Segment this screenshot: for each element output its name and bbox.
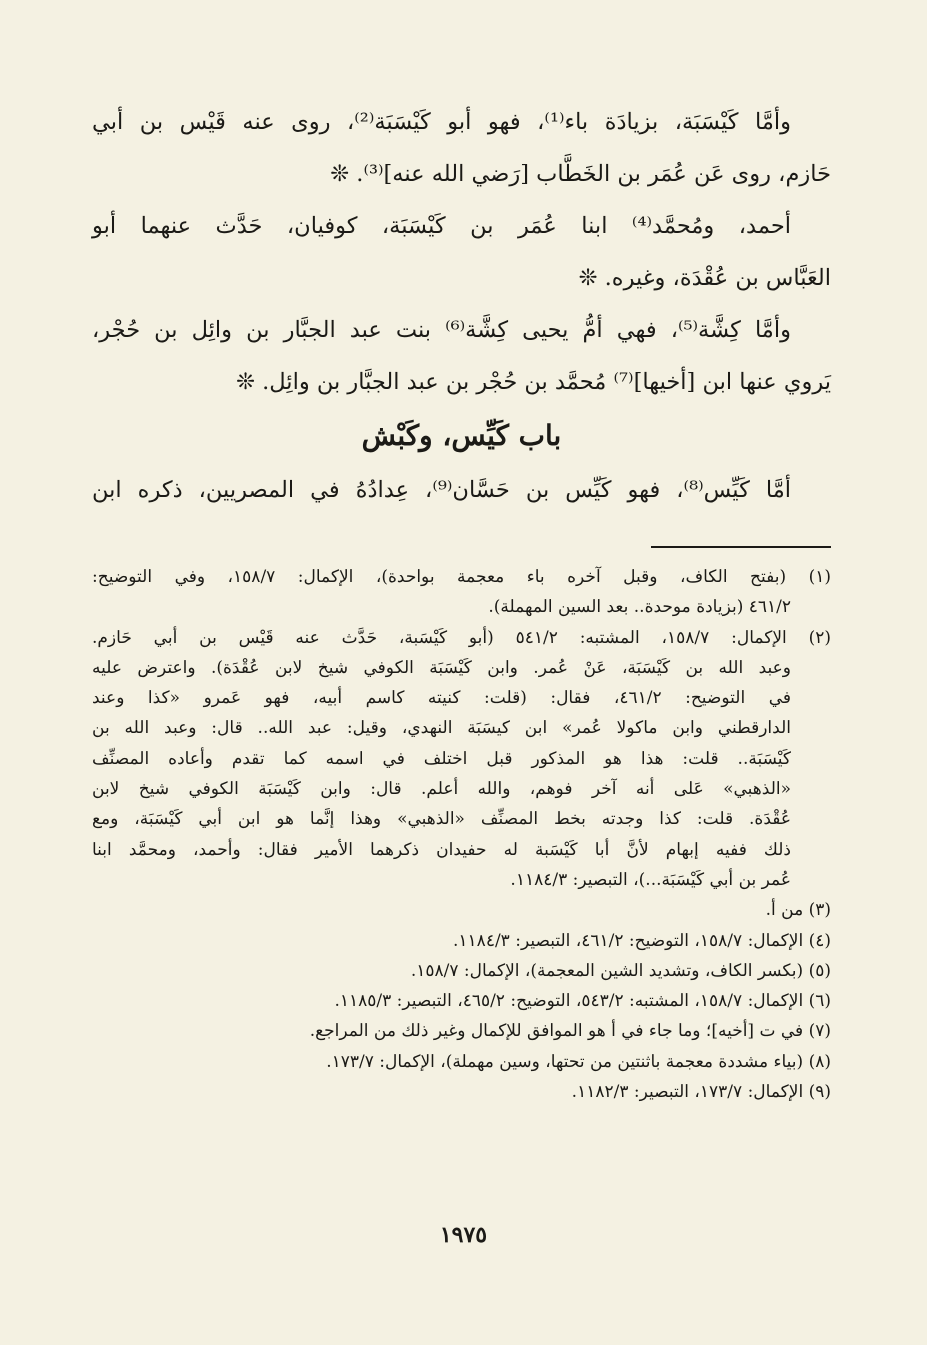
footnote-line: عُقْدَة. قلت: كذا وجدته بخط المصنِّف «الذهبي» وهذا إنَّما هو ابن أبي كَيْسَبَة، ومع xyxy=(92,809,791,830)
page-number: ١٩٧٥ xyxy=(439,1222,488,1248)
section-heading: باب كَيِّس، وكَبْش xyxy=(361,419,562,452)
body-line-5: وأمَّا كِشَّة⁽⁵⁾، فهي أمُّ يحيى كِشَّة⁽⁶⁾ بنت عبد الجبَّار بن وائِل بن حُجْر، xyxy=(92,317,791,343)
footnote-line: (٧) في ت [أخيه]؛ وما جاء في أ هو الموافق للإكمال وغير ذلك من المراجع. xyxy=(309,1021,831,1042)
body-line-3: أحمد، ومُحمَّد⁽⁴⁾ ابنا عُمَر بن كَيْسَبَة، كوفيان، حَدَّث عنهما أبو xyxy=(92,213,791,239)
footnote-divider xyxy=(651,546,831,548)
main-text-block xyxy=(92,96,831,516)
footnote-line: ذلك ففيه إبهام لأنَّ أبا كَيْسَبة له حفيدان ذكرهما الأمير فقال: وأحمد، ومحمَّد ابنا xyxy=(92,839,791,860)
footnote-line: (٤) الإكمال: ١٥٨/٧، التوضيح: ٤٦١/٢، التبصير: ١١٨٤/٣. xyxy=(453,930,831,951)
body-line-1: وأمَّا كَيْسَبَة، بزيادَة باء⁽¹⁾، فهو أبو كَيْسَبَة⁽²⁾، روى عنه قَيْس بن أبي xyxy=(92,109,791,135)
footnote-line: (٦) الإكمال: ١٥٨/٧، المشتبه: ٥٤٣/٢، التوضيح: ٤٦٥/٢، التبصير: ١١٨٥/٣. xyxy=(334,991,831,1012)
body-line-7: أمَّا كَيِّس⁽⁸⁾، فهو كَيِّس بن حَسَّان⁽⁹⁾، عِدادُهُ في المصريين، ذكره ابن xyxy=(92,477,792,503)
body-line-2: حَازم، روى عَن عُمَر بن الخَطَّاب [رَضي الله عنه]⁽³⁾. ❊ xyxy=(330,161,831,187)
footnote-line: (٩) الإكمال: ١٧٣/٧، التبصير: ١١٨٢/٣. xyxy=(571,1082,831,1103)
footnote-line: كَيْسَبَة.. قلت: هذا هو المذكور قبل اختلف في اسمه كما تقدم وأعاده المصنِّف xyxy=(92,748,791,769)
footnote-line: (٨) (بياء مشددة معجمة باثنتين من تحتها، وسين مهملة)، الإكمال: ١٧٣/٧. xyxy=(326,1051,831,1072)
footnote-line: الدارقطني وابن ماكولا عُمر» ابن كيسَبَة النهدي، وقيل: عبد الله.. قال: وعبد الله بن xyxy=(92,718,791,739)
body-line-6: يَروي عنها ابن [أخيها]⁽⁷⁾ مُحمَّد بن حُجْر بن عبد الجبَّار بن وائِل. ❊ xyxy=(236,369,831,395)
footnotes-block xyxy=(92,562,831,1107)
body-line-4: العَبَّاس بن عُقْدَة، وغيره. ❊ xyxy=(578,265,831,291)
footnote-line: «الذهبي» عَلى أنه آخر فوهم، والله أعلم. قال: وابن كَيْسَبَة الكوفي شيخ لابن xyxy=(92,779,791,800)
footnote-line: (٣) من أ. xyxy=(765,900,831,921)
footnote-line: (٥) (بكسر الكاف، وتشديد الشين المعجمة)، الإكمال: ١٥٨/٧. xyxy=(410,960,831,981)
footnote-line: (٢) الإكمال: ١٥٨/٧، المشتبه: ٥٤١/٢ (أبو كَيْسَبة، حَدَّث عنه قَيْس بن أبي حَازم. xyxy=(92,627,831,648)
footnote-line: وعبد الله بن كَيْسَبَة، عَنْ عُمر. وابن كَيْسَبَة الكوفي شيخ لابن عُقْدَة). واعترض عليه xyxy=(92,657,791,678)
footnote-line: (١) (بفتح الكاف، وقبل آخره باء معجمة بواحدة)، الإكمال: ١٥٨/٧، وفي التوضيح: xyxy=(92,567,831,587)
footnote-line: في التوضيح: ٤٦١/٢، فقال: (قلت: كنيته كاسم أبيه، فهو عَمرو «كذا وعند xyxy=(92,688,791,709)
footnote-line: ٤٦١/٢ (بزيادة موحدة.. بعد السين المهملة). xyxy=(488,597,791,618)
footnote-line: عُمر بن أبي كَيْسَبَة...)، التبصير: ١١٨٤/٣. xyxy=(510,869,791,890)
